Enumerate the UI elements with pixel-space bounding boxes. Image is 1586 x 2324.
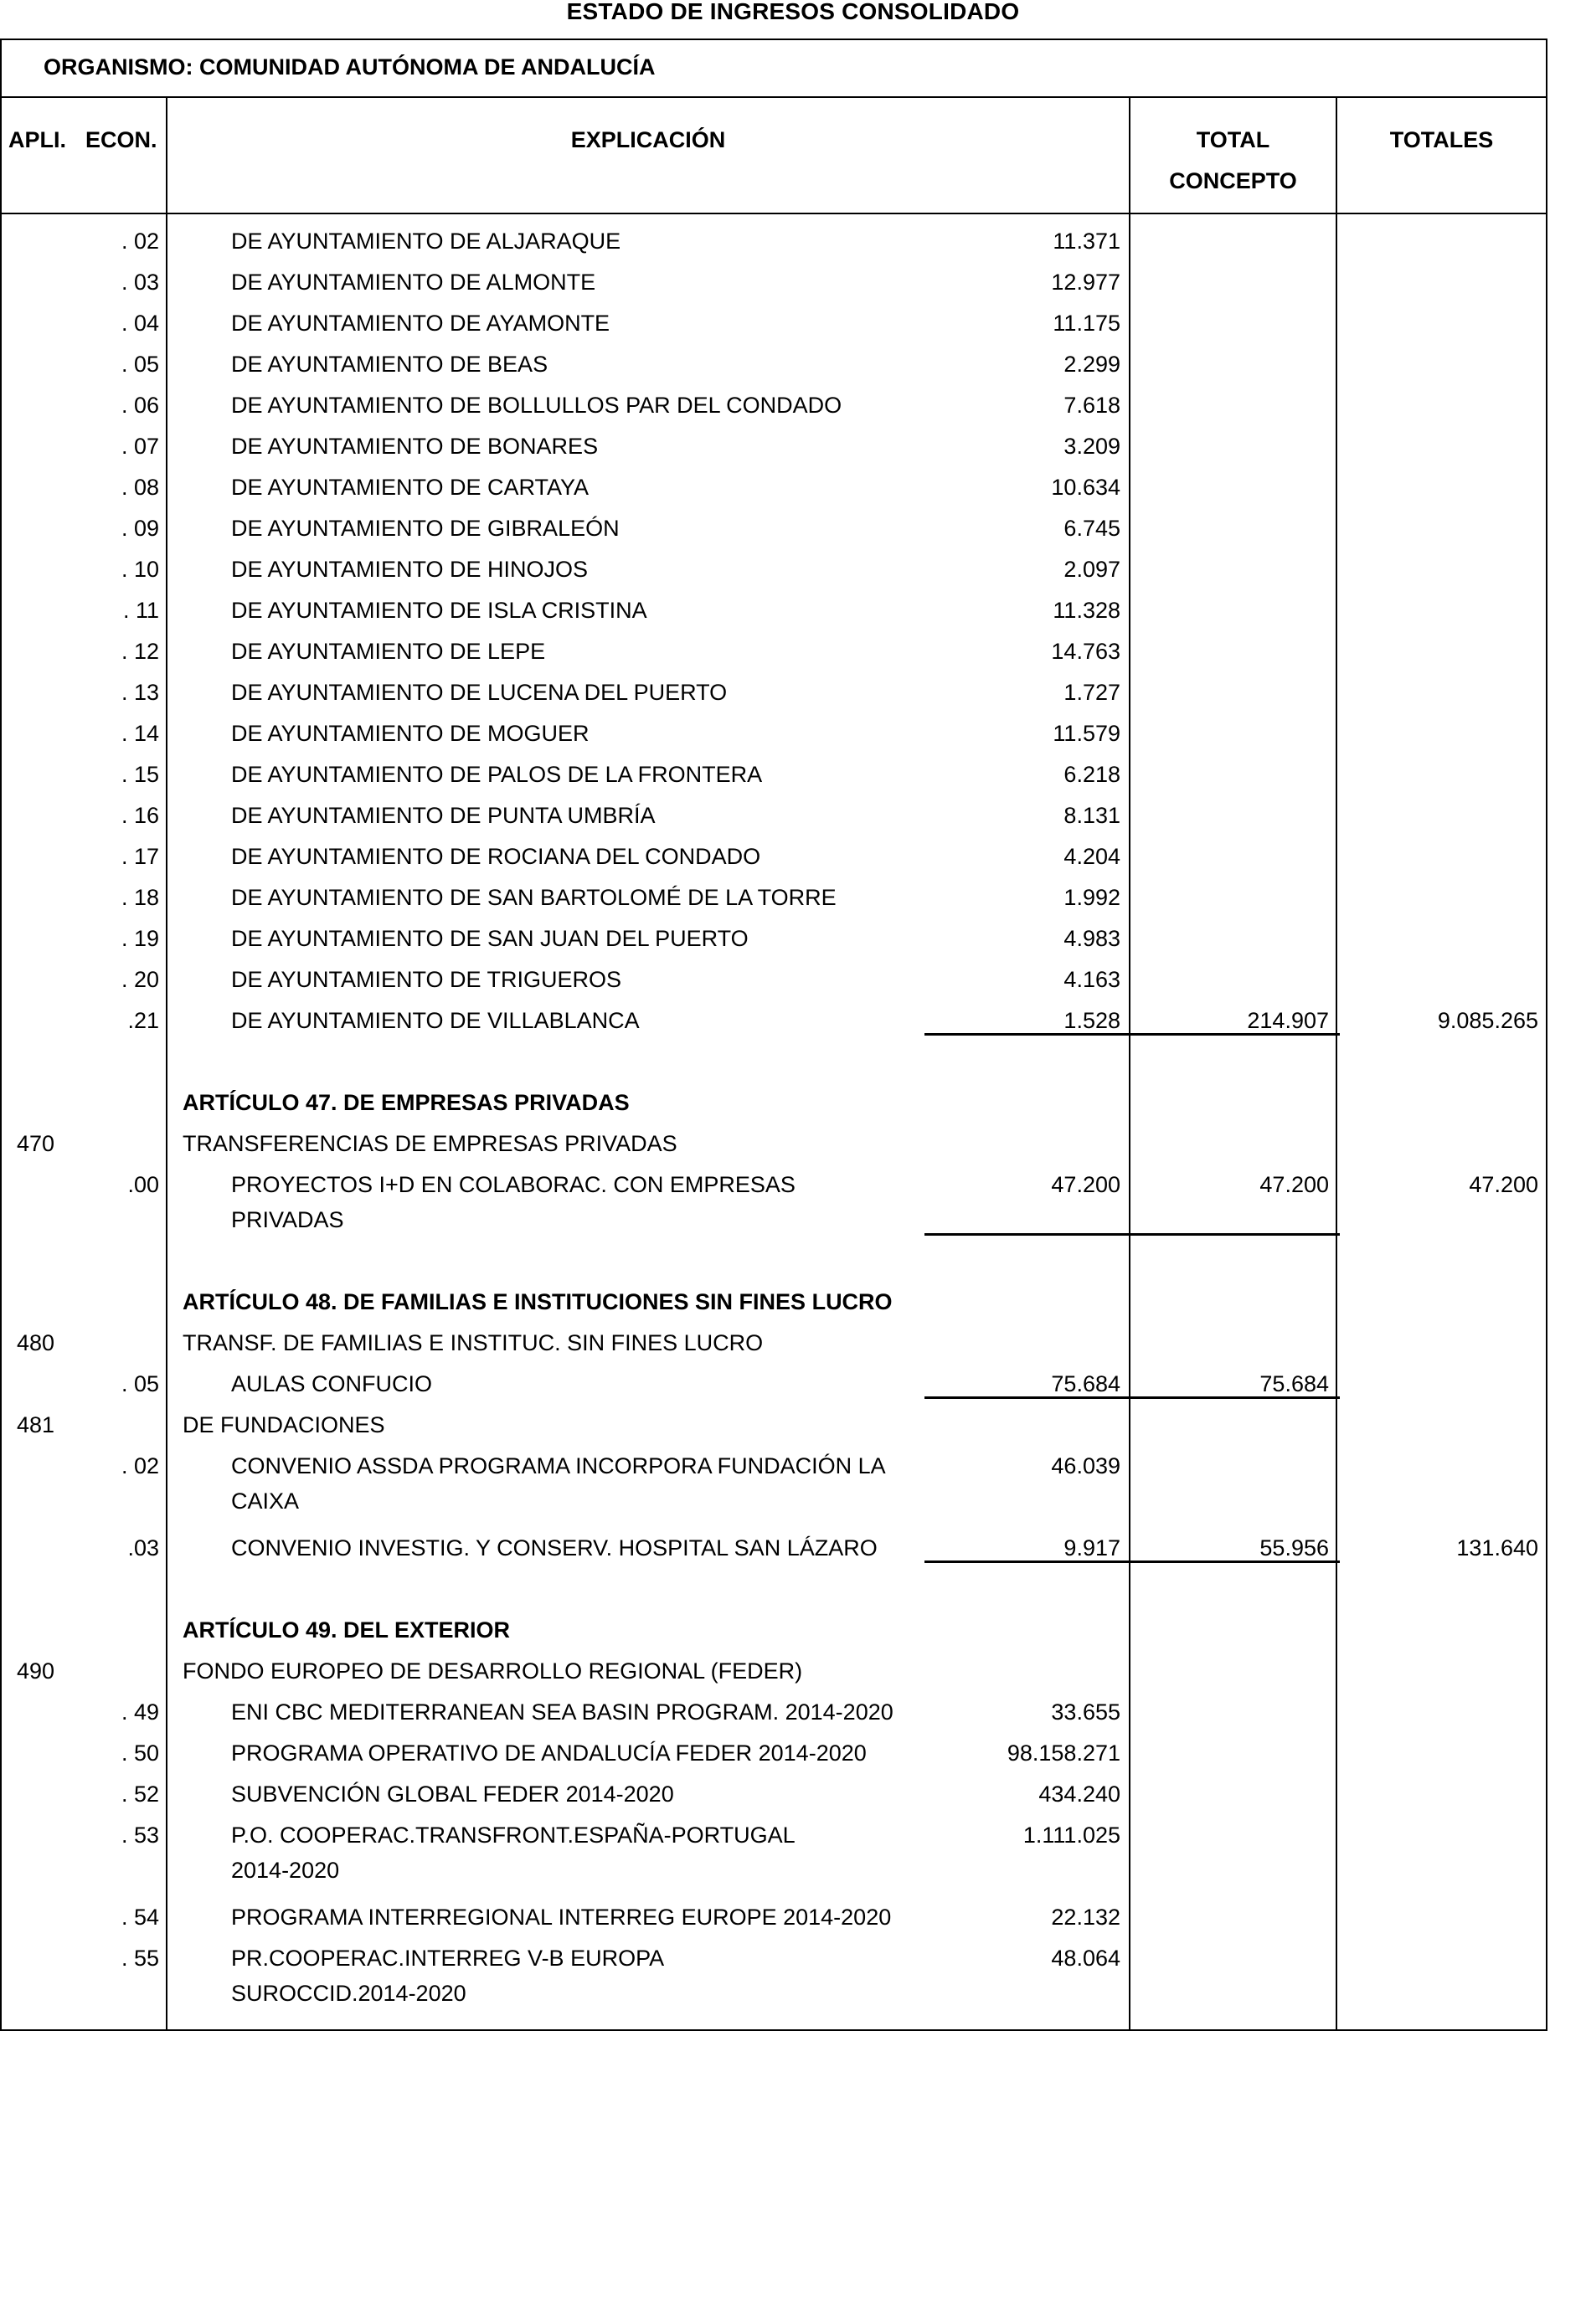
row-description: DE AYUNTAMIENTO DE PUNTA UMBRÍA xyxy=(231,803,656,828)
totales-value: 131.640 xyxy=(1456,1535,1538,1560)
table-right-border xyxy=(1546,39,1547,2031)
row-description: DE AYUNTAMIENTO DE BONARES xyxy=(231,434,599,459)
row-description: DE AYUNTAMIENTO DE BOLLULLOS PAR DEL CONDADO xyxy=(231,393,842,418)
row-amount: 6.745 xyxy=(1063,516,1120,541)
econ-code: . 17 xyxy=(121,844,159,869)
row-amount: 8.131 xyxy=(1063,803,1120,828)
header-econ: ECON. xyxy=(85,127,157,152)
econ-code: . 02 xyxy=(121,1453,159,1478)
econ-code: . 54 xyxy=(121,1905,159,1930)
econ-code: . 03 xyxy=(121,270,159,295)
row-amount: 12.977 xyxy=(1051,270,1120,295)
row-amount: 3.209 xyxy=(1063,434,1120,459)
econ-code: . 12 xyxy=(121,639,159,664)
row-description: DE AYUNTAMIENTO DE MOGUER xyxy=(231,721,590,746)
header-total-concepto-line1: TOTAL xyxy=(1196,127,1270,152)
econ-code: . 05 xyxy=(121,352,159,377)
econ-code: . 05 xyxy=(121,1371,159,1396)
row-description: DE AYUNTAMIENTO DE ALMONTE xyxy=(231,270,596,295)
row-amount: 4.163 xyxy=(1063,967,1120,992)
row-amount: 1.992 xyxy=(1063,885,1120,910)
totales-value: 47.200 xyxy=(1469,1172,1538,1197)
row-amount: 4.204 xyxy=(1063,844,1120,869)
econ-code: . 07 xyxy=(121,434,159,459)
totales-value: 9.085.265 xyxy=(1437,1008,1538,1033)
row-amount: 75.684 xyxy=(1051,1371,1120,1396)
header-totales: TOTALES xyxy=(1389,127,1494,152)
column-divider-totales xyxy=(1336,98,1337,2031)
econ-code: . 53 xyxy=(121,1823,159,1848)
article-heading: ARTÍCULO 47. DE EMPRESAS PRIVADAS xyxy=(183,1090,630,1115)
apli-code: 470 xyxy=(17,1131,55,1156)
row-amount: 11.175 xyxy=(1053,311,1120,336)
econ-code: . 08 xyxy=(121,475,159,500)
row-description: DE AYUNTAMIENTO DE HINOJOS xyxy=(231,557,589,582)
row-description: PROGRAMA INTERREGIONAL INTERREG EUROPE 2014-2020 xyxy=(231,1905,892,1930)
row-amount: 11.371 xyxy=(1053,229,1120,254)
row-description: DE AYUNTAMIENTO DE VILLABLANCA xyxy=(231,1008,640,1033)
apli-code: 480 xyxy=(17,1330,55,1355)
row-description: DE AYUNTAMIENTO DE CARTAYA xyxy=(231,475,590,500)
row-amount: 1.528 xyxy=(1063,1008,1120,1033)
row-amount: 2.299 xyxy=(1063,352,1120,377)
column-divider-econ xyxy=(166,98,167,2031)
subtotal-underline xyxy=(924,1396,1340,1399)
column-divider-total-concepto xyxy=(1129,98,1130,2031)
row-description: DE AYUNTAMIENTO DE GIBRALEÓN xyxy=(231,516,620,541)
row-description: DE AYUNTAMIENTO DE AYAMONTE xyxy=(231,311,610,336)
row-amount: 98.158.271 xyxy=(1007,1740,1120,1766)
row-amount: 11.579 xyxy=(1053,721,1120,746)
row-description: FONDO EUROPEO DE DESARROLLO REGIONAL (FEDER) xyxy=(183,1658,803,1684)
row-description: P.O. COOPERAC.TRANSFRONT.ESPAÑA-PORTUGAL xyxy=(231,1823,796,1848)
econ-code: . 02 xyxy=(121,229,159,254)
row-amount: 14.763 xyxy=(1051,639,1120,664)
total-concepto-value: 55.956 xyxy=(1259,1535,1329,1560)
row-description: DE AYUNTAMIENTO DE BEAS xyxy=(231,352,548,377)
econ-code: . 04 xyxy=(121,311,159,336)
econ-code: . 55 xyxy=(121,1946,159,1971)
econ-code: . 13 xyxy=(121,680,159,705)
row-description: DE AYUNTAMIENTO DE ROCIANA DEL CONDADO xyxy=(231,844,761,869)
econ-code: . 06 xyxy=(121,393,159,418)
row-description: DE AYUNTAMIENTO DE LEPE xyxy=(231,639,546,664)
row-description: CONVENIO INVESTIG. Y CONSERV. HOSPITAL SAN LÁZARO xyxy=(231,1535,878,1560)
row-amount: 9.917 xyxy=(1063,1535,1120,1560)
subtotal-underline xyxy=(924,1560,1340,1563)
row-description: ENI CBC MEDITERRANEAN SEA BASIN PROGRAM. 2014-2020 xyxy=(231,1699,893,1725)
row-description: TRANSFERENCIAS DE EMPRESAS PRIVADAS xyxy=(183,1131,677,1156)
row-description: DE AYUNTAMIENTO DE LUCENA DEL PUERTO xyxy=(231,680,728,705)
organismo-divider xyxy=(0,96,1547,98)
econ-code: .03 xyxy=(127,1535,159,1560)
row-description: SUBVENCIÓN GLOBAL FEDER 2014-2020 xyxy=(231,1782,674,1807)
row-description: DE AYUNTAMIENTO DE PALOS DE LA FRONTERA xyxy=(231,762,763,787)
econ-code: . 49 xyxy=(121,1699,159,1725)
subtotal-underline xyxy=(924,1033,1340,1036)
row-description-continued: SUROCCID.2014-2020 xyxy=(231,1981,466,2006)
econ-code: . 19 xyxy=(121,926,159,951)
organismo-label: ORGANISMO: COMUNIDAD AUTÓNOMA DE ANDALUCÍA xyxy=(44,54,656,80)
econ-code: . 15 xyxy=(121,762,159,787)
row-description: PR.COOPERAC.INTERREG V-B EUROPA xyxy=(231,1946,665,1971)
econ-code: . 18 xyxy=(121,885,159,910)
row-description-continued: CAIXA xyxy=(231,1488,300,1514)
row-description-continued: 2014-2020 xyxy=(231,1858,340,1883)
table-left-border xyxy=(0,39,2,2031)
apli-code: 490 xyxy=(17,1658,55,1684)
header-explicacion: EXPLICACIÓN xyxy=(570,127,726,152)
row-amount: 2.097 xyxy=(1063,557,1120,582)
row-description: CONVENIO ASSDA PROGRAMA INCORPORA FUNDACIÓN LA xyxy=(231,1453,886,1478)
header-total-concepto-line2: CONCEPTO xyxy=(1169,168,1297,193)
econ-code: . 11 xyxy=(122,598,159,623)
econ-code: . 14 xyxy=(121,721,159,746)
total-concepto-value: 47.200 xyxy=(1259,1172,1329,1197)
total-concepto-value: 214.907 xyxy=(1247,1008,1329,1033)
row-amount: 22.132 xyxy=(1051,1905,1120,1930)
row-description: DE FUNDACIONES xyxy=(183,1412,385,1437)
econ-code: . 50 xyxy=(121,1740,159,1766)
row-description-continued: PRIVADAS xyxy=(231,1207,344,1232)
document-title: ESTADO DE INGRESOS CONSOLIDADO xyxy=(566,0,1020,24)
row-amount: 1.727 xyxy=(1063,680,1120,705)
econ-code: .21 xyxy=(127,1008,159,1033)
econ-code: . 09 xyxy=(121,516,159,541)
row-amount: 434.240 xyxy=(1038,1782,1120,1807)
row-amount: 10.634 xyxy=(1051,475,1120,500)
row-description: AULAS CONFUCIO xyxy=(231,1371,433,1396)
econ-code: . 16 xyxy=(121,803,159,828)
row-description: PROGRAMA OPERATIVO DE ANDALUCÍA FEDER 2014-2020 xyxy=(231,1740,867,1766)
econ-code: . 20 xyxy=(121,967,159,992)
subtotal-underline xyxy=(924,1233,1340,1236)
row-description: DE AYUNTAMIENTO DE SAN JUAN DEL PUERTO xyxy=(231,926,749,951)
row-description: PROYECTOS I+D EN COLABORAC. CON EMPRESAS xyxy=(231,1172,796,1197)
header-apli: APLI. xyxy=(8,127,67,152)
econ-code: . 52 xyxy=(121,1782,159,1807)
row-amount: 47.200 xyxy=(1051,1172,1120,1197)
header-divider xyxy=(0,213,1547,214)
row-description: TRANSF. DE FAMILIAS E INSTITUC. SIN FINES LUCRO xyxy=(183,1330,764,1355)
article-heading: ARTÍCULO 48. DE FAMILIAS E INSTITUCIONES SIN FINES LUCRO xyxy=(183,1289,893,1314)
row-amount: 46.039 xyxy=(1051,1453,1120,1478)
apli-code: 481 xyxy=(17,1412,55,1437)
row-amount: 4.983 xyxy=(1063,926,1120,951)
row-description: DE AYUNTAMIENTO DE ALJARAQUE xyxy=(231,229,621,254)
table-top-border xyxy=(0,39,1547,40)
row-description: DE AYUNTAMIENTO DE ISLA CRISTINA xyxy=(231,598,647,623)
row-description: DE AYUNTAMIENTO DE TRIGUEROS xyxy=(231,967,622,992)
article-heading: ARTÍCULO 49. DEL EXTERIOR xyxy=(183,1617,511,1643)
econ-code: . 10 xyxy=(121,557,159,582)
table-bottom-border xyxy=(0,2029,1547,2031)
row-amount: 11.328 xyxy=(1053,598,1120,623)
row-amount: 6.218 xyxy=(1063,762,1120,787)
row-amount: 1.111.025 xyxy=(1022,1823,1120,1848)
row-amount: 7.618 xyxy=(1063,393,1120,418)
row-amount: 33.655 xyxy=(1051,1699,1120,1725)
row-description: DE AYUNTAMIENTO DE SAN BARTOLOMÉ DE LA TORRE xyxy=(231,885,837,910)
total-concepto-value: 75.684 xyxy=(1259,1371,1329,1396)
row-amount: 48.064 xyxy=(1051,1946,1120,1971)
econ-code: .00 xyxy=(127,1172,159,1197)
